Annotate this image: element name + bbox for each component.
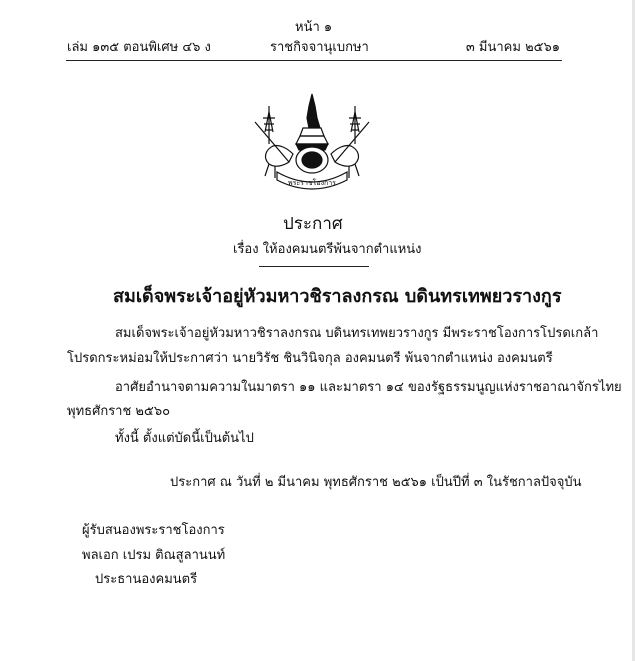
signatory-name: พลเอก เปรม ติณสูลานนท์: [82, 548, 226, 563]
king-heading: สมเด็จพระเจ้าอยู่หัวมหาวชิราลงกรณ บดินทรเทพยวรางกูร: [113, 286, 562, 307]
subject-rule: [259, 266, 369, 267]
paragraph-1-line-1: สมเด็จพระเจ้าอยู่หัวมหาวชิราลงกรณ บดินทรเทพยวรางกูร มีพระราชโองการโปรดเกล้า: [115, 326, 599, 341]
publication-date: ๓ มีนาคม ๒๕๖๑: [465, 40, 560, 55]
announcement-subject: เรื่อง ให้องคมนตรีพ้นจากตำแหน่ง: [233, 242, 422, 257]
paragraph-3: ทั้งนี้ ตั้งแต่บัดนี้เป็นต้นไป: [115, 431, 254, 446]
announcement-title: ประกาศ: [283, 214, 343, 234]
paragraph-2-line-1: อาศัยอำนาจตามความในมาตรา ๑๑ และมาตรา ๑๔ ของรัฐธรรมนูญแห่งราชอาณาจักรไทย: [115, 380, 622, 395]
closing-line: ประกาศ ณ วันที่ ๒ มีนาคม พุทธศักราช ๒๕๖๑ เป็นปีที่ ๓ ในรัชกาลปัจจุบัน: [170, 475, 582, 490]
header-rule: [66, 60, 562, 61]
emblem-banner-text: พระราชโองการ: [288, 179, 336, 187]
gazette-name: ราชกิจจานุเบกษา: [270, 40, 369, 55]
garuda-royal-emblem-icon: [245, 92, 379, 192]
paragraph-1-line-2: โปรดกระหม่อมให้ประกาศว่า นายวิรัช ชินวินิจกุล องคมนตรี พ้นจากตำแหน่ง องคมนตรี: [67, 351, 553, 366]
countersign-label: ผู้รับสนองพระราชโองการ: [82, 523, 225, 538]
volume-info: เล่ม ๑๓๕ ตอนพิเศษ ๔๖ ง: [67, 40, 211, 55]
paragraph-2-line-2: พุทธศักราช ๒๕๖๐: [67, 404, 171, 419]
signatory-position: ประธานองคมนตรี: [95, 572, 198, 587]
page-number: หน้า ๑: [295, 20, 333, 35]
